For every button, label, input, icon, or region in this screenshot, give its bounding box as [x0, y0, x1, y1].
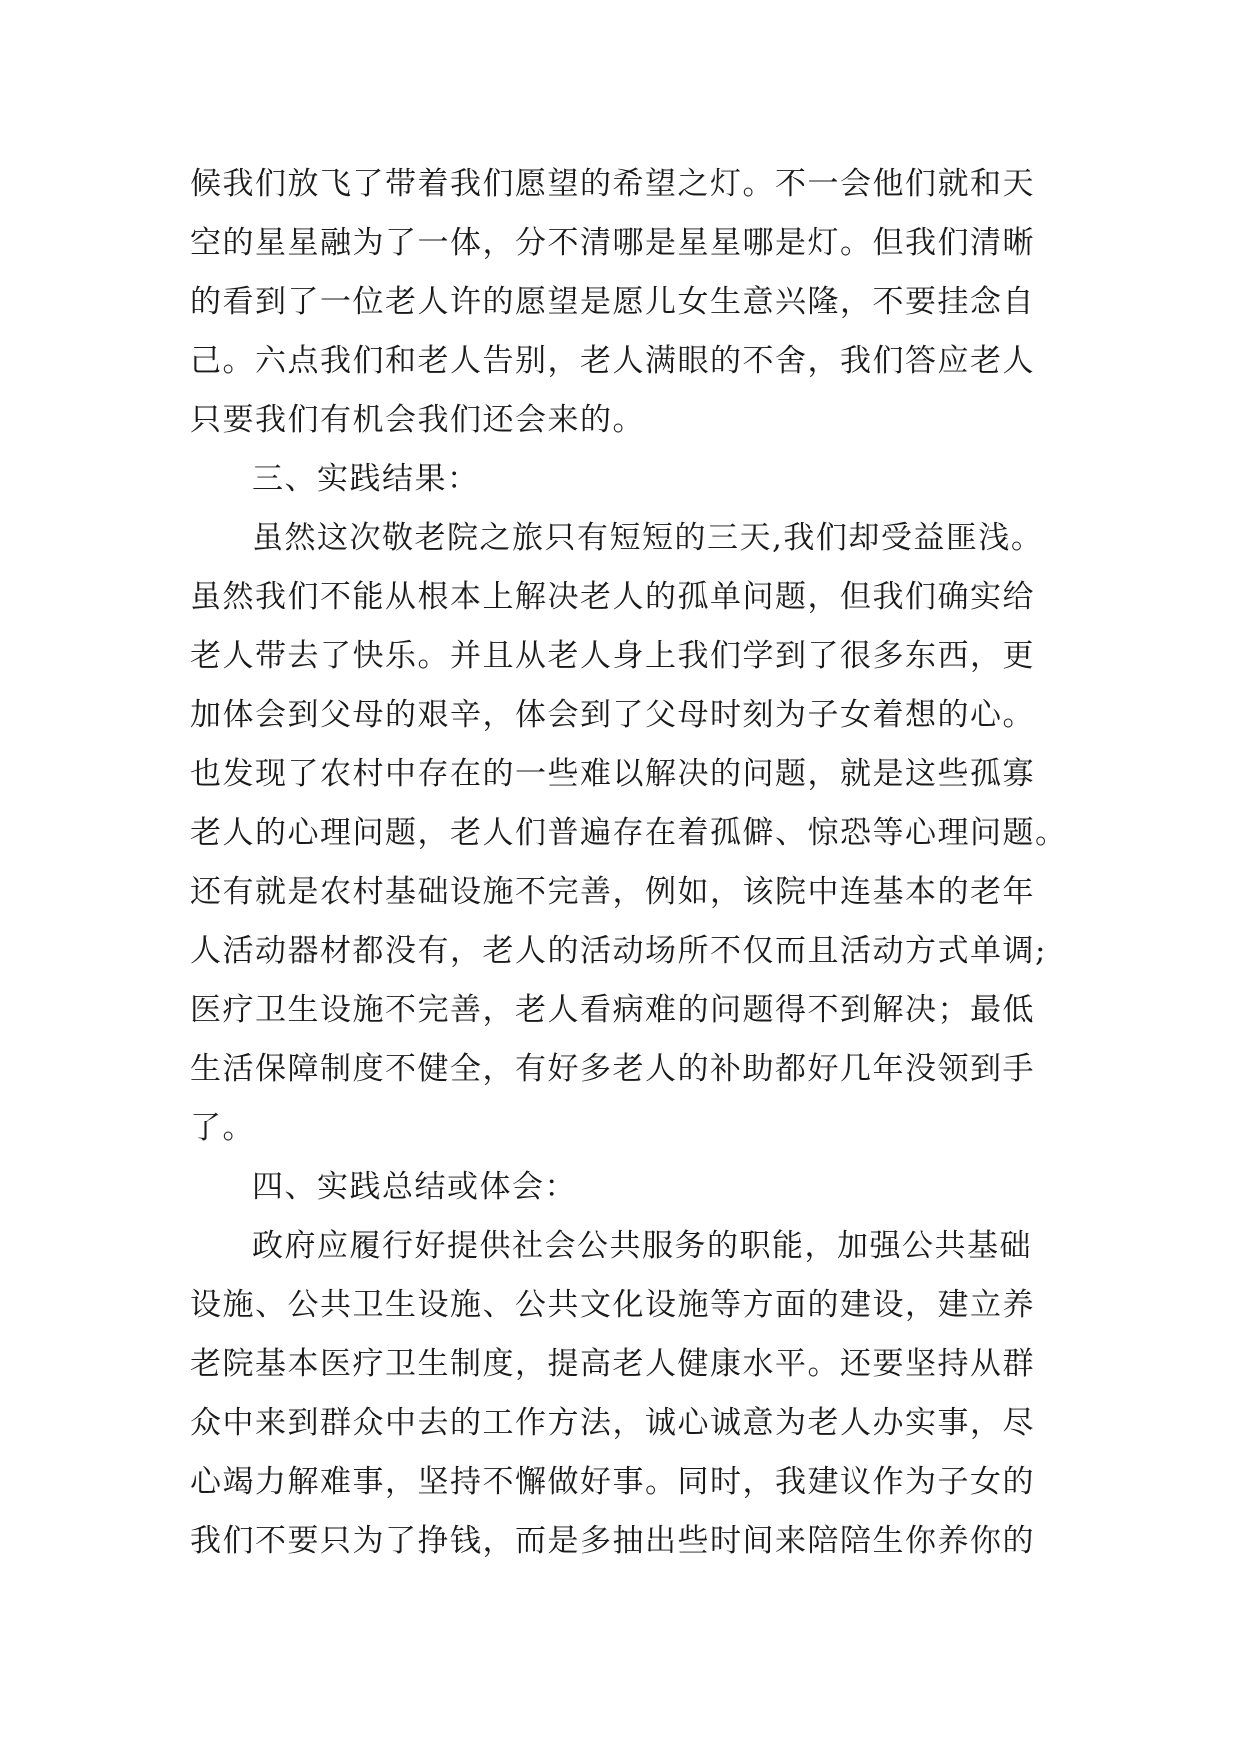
text-line: 还有就是农村基础设施不完善，例如，该院中连基本的老年 — [190, 874, 1035, 910]
text-line: 生活保障制度不健全，有好多老人的补助都好几年没领到手 — [190, 1051, 1035, 1087]
text-line: 政府应履行好提供社会公共服务的职能，加强公共基础 — [252, 1228, 1032, 1264]
text-line: 空的星星融为了一体，分不清哪是星星哪是灯。但我们清晰 — [190, 225, 1035, 261]
text-line: 我们不要只为了挣钱，而是多抽出些时间来陪陪生你养你的 — [190, 1523, 1035, 1559]
text-line: 设施、公共卫生设施、公共文化设施等方面的建设，建立养 — [190, 1287, 1035, 1323]
text-line: 的看到了一位老人许的愿望是愿儿女生意兴隆，不要挂念自 — [190, 284, 1035, 320]
text-line: 众中来到群众中去的工作方法，诚心诚意为老人办实事，尽 — [190, 1405, 1035, 1441]
text-line: 医疗卫生设施不完善，老人看病难的问题得不到解决；最低 — [190, 992, 1035, 1028]
text-line: 虽然我们不能从根本上解决老人的孤单问题，但我们确实给 — [190, 579, 1035, 615]
text-line: 己。六点我们和老人告别，老人满眼的不舍，我们答应老人 — [190, 343, 1035, 379]
text-line: 也发现了农村中存在的一些难以解决的问题，就是这些孤寡 — [190, 756, 1035, 792]
text-line: 老人的心理问题，老人们普遍存在着孤僻、惊恐等心理问题。 — [190, 815, 1068, 851]
text-line: 四、实践总结或体会： — [252, 1169, 577, 1205]
text-line: 了。 — [190, 1110, 255, 1146]
text-line: 候我们放飞了带着我们愿望的希望之灯。不一会他们就和天 — [190, 166, 1035, 202]
document-body — [190, 155, 1070, 1571]
text-line: 老院基本医疗卫生制度，提高老人健康水平。还要坚持从群 — [190, 1346, 1035, 1382]
text-line: 只要我们有机会我们还会来的。 — [190, 402, 645, 438]
text-line: 三、实践结果： — [252, 461, 480, 497]
text-line: 虽然这次敬老院之旅只有短短的三天,我们却受益匪浅。 — [252, 520, 1044, 556]
text-line: 心竭力解难事，坚持不懈做好事。同时，我建议作为子女的 — [190, 1464, 1035, 1500]
text-line: 加体会到父母的艰辛，体会到了父母时刻为子女着想的心。 — [190, 697, 1035, 733]
text-line: 老人带去了快乐。并且从老人身上我们学到了很多东西，更 — [190, 638, 1035, 674]
text-line: 人活动器材都没有，老人的活动场所不仅而且活动方式单调; — [190, 933, 1047, 969]
